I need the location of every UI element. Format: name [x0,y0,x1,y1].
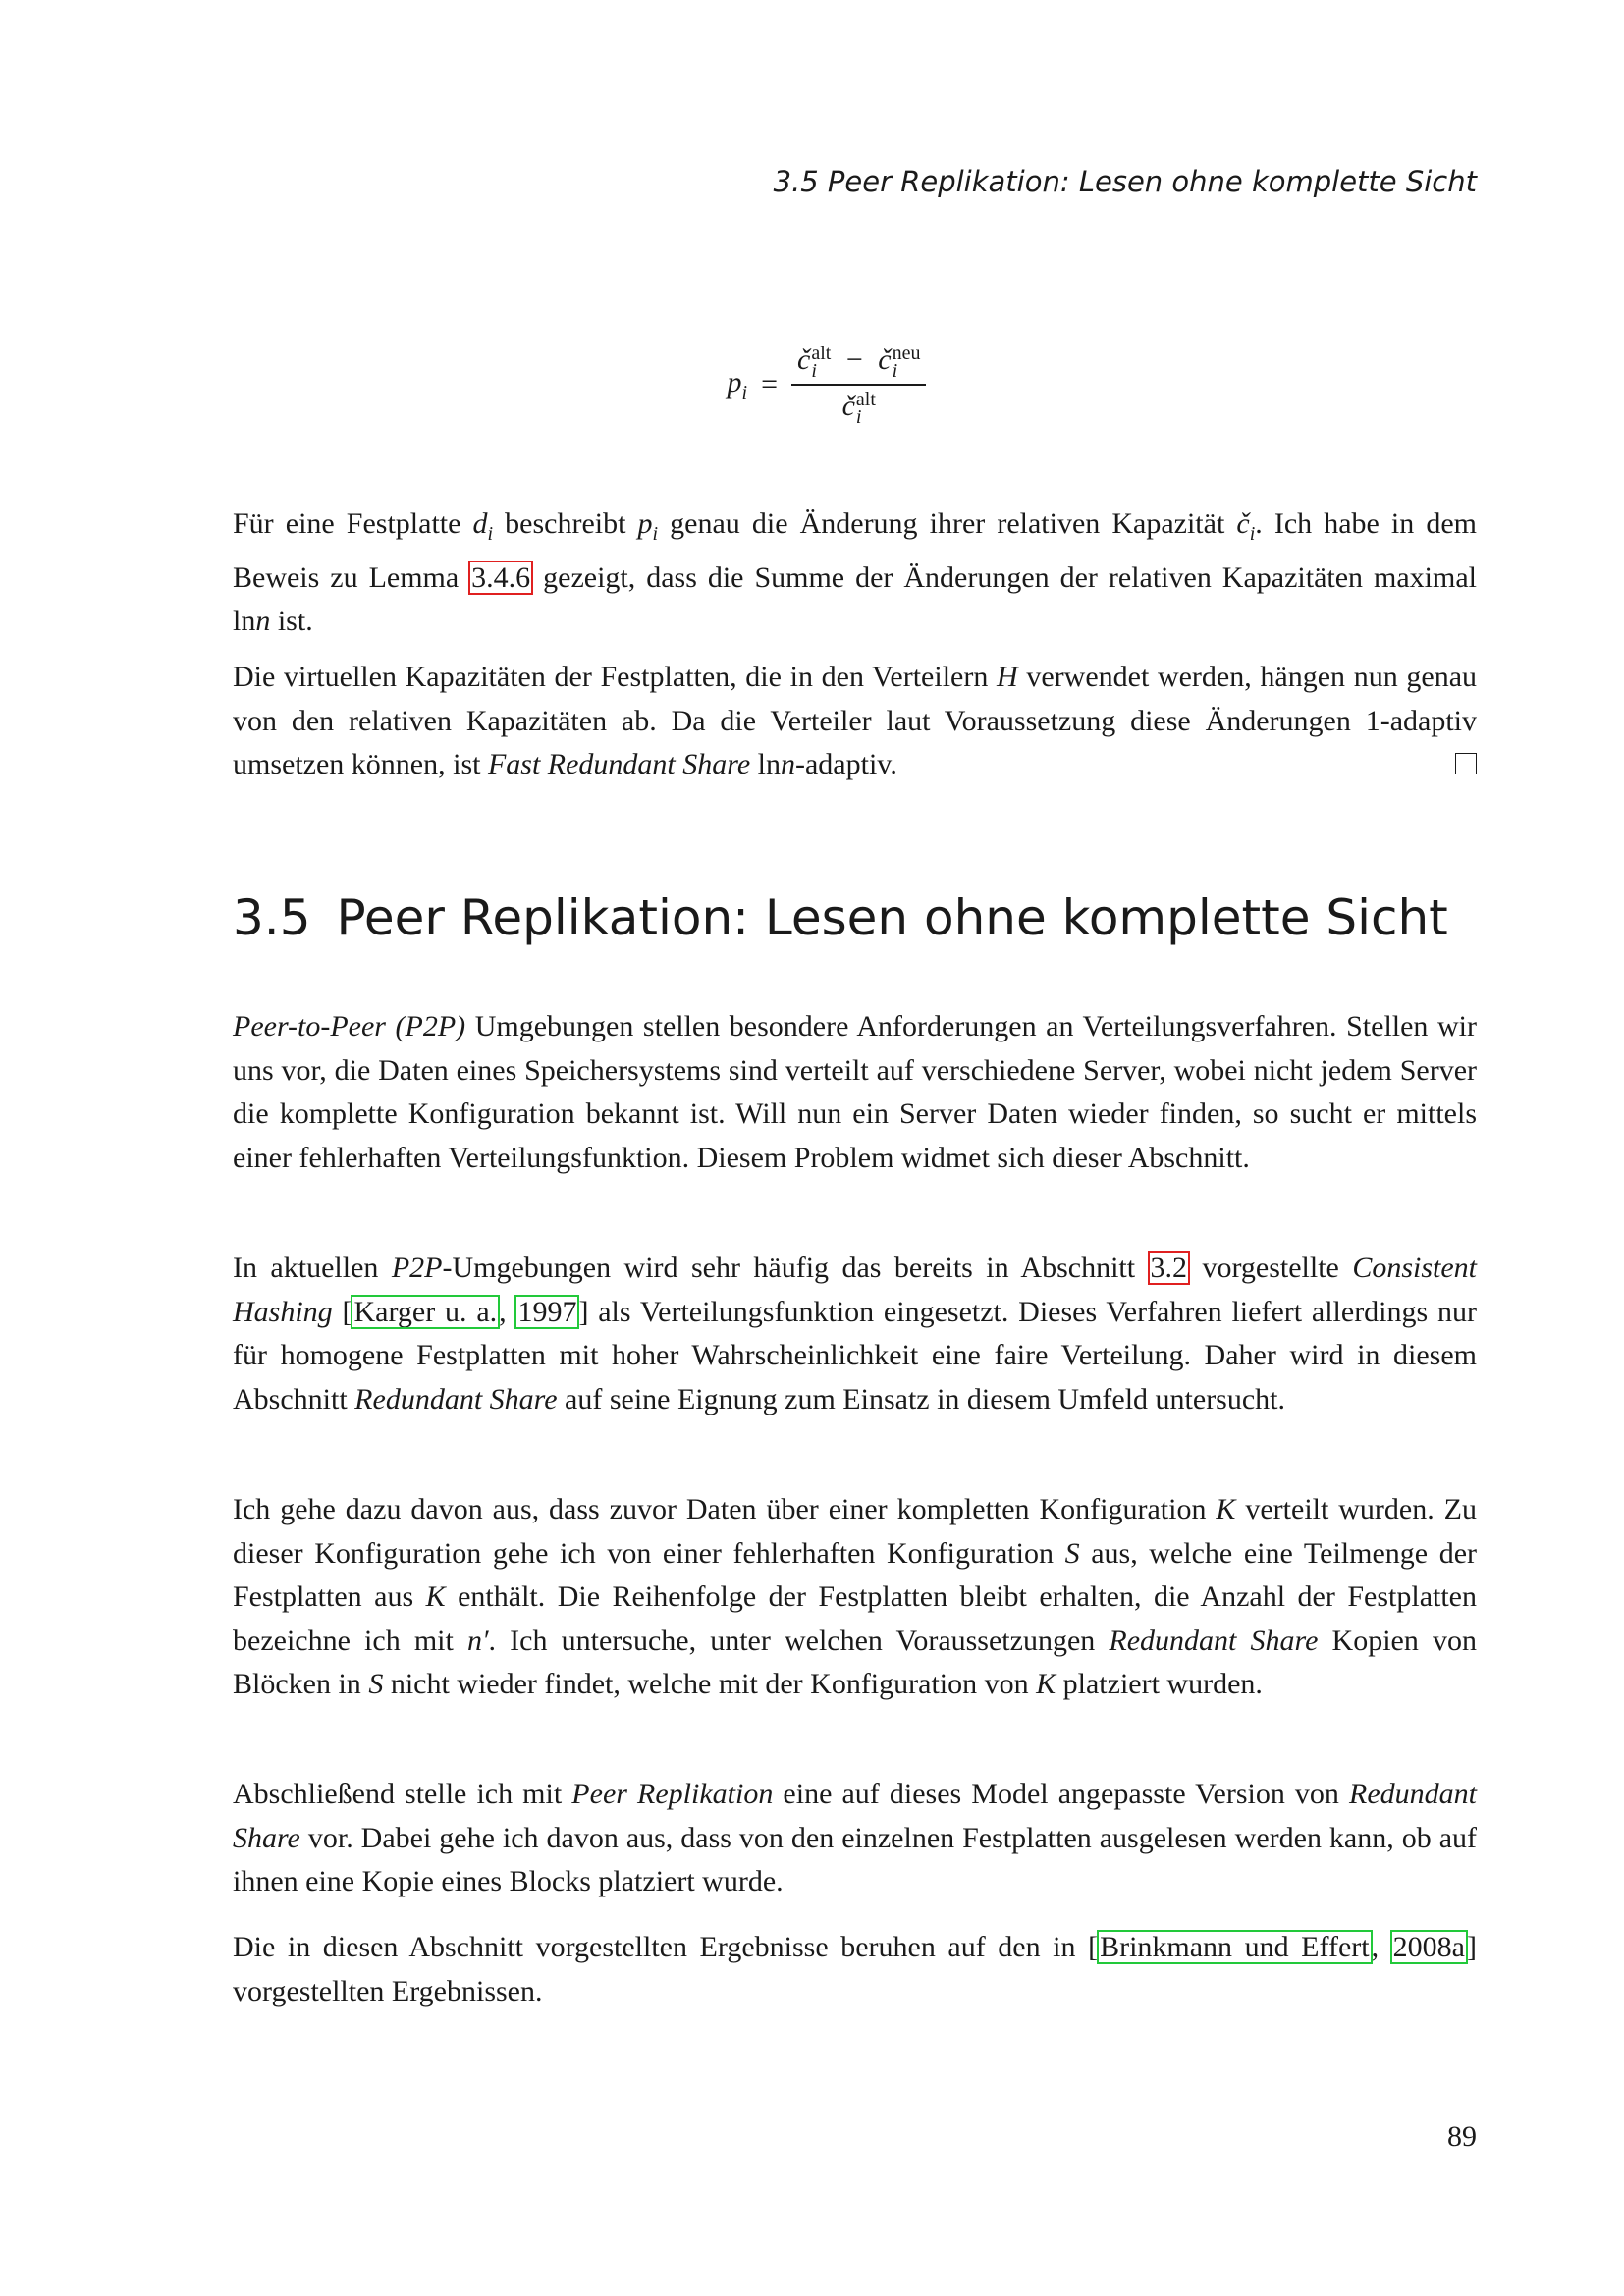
paragraph-1: Für eine Festplatte $d_i$ beschreibt $p_i$ genau die Änderung ihrer relativen Kapazität $č_i$. Ich habe in dem Beweis zu Lemma 3.4.6 gezeigt, dass die Summe der Änderungen der relativen Kapazitäten maximal lnn ist. [233,507,1477,637]
formula-fraction [791,343,926,429]
paragraph-5: Ich gehe dazu davon aus, dass zuvor Daten über einer kompletten Konfiguration K verteilt wurden. Zu dieser Konfiguration gehe ich von einer fehlerhaften Konfiguration S aus, welche eine Teilmenge der Festplatten aus K enthält. Die Reihenfolge der Festplatten bleibt erhalten, die Anzahl der Festplatten bezeichne ich mit n′. Ich untersuche, unter welchen Voraussetzungen Redundant Share Kopien von Blöcken in S nicht wieder findet, welche mit der Konfiguration von K platziert wurden. [233,1493,1477,1700]
formula-equals: = [761,368,778,401]
qed-symbol [1455,753,1477,774]
citation-author-link[interactable]: Karger u. a. [353,1295,498,1328]
lemma-reference-link[interactable]: 3.4.6 [471,561,531,594]
paragraph-4: In aktuellen P2P-Umgebungen wird sehr häufig das bereits in Abschnitt 3.2 vorgestellte Consistent Hashing [Karger u. a., 1997] als Verteilungsfunktion eingesetzt. Dieses Verfahren liefert allerdings nur für homogene Festplatten mit hoher Wahrscheinlichkeit eine faire Verteilung. Daher wird in diesem Abschnitt Redundant Share auf seine Eignung zum Einsatz in diesem Umfeld untersucht. [233,1252,1477,1415]
citation-year-link[interactable]: 2008a [1392,1931,1465,1963]
formula-denominator: č alt i [841,389,876,429]
formula-numerator: č alt i − č neu i [791,344,926,386]
section-heading: 3.5 Peer Replikation: Lesen ohne komplette Sicht [233,889,1448,946]
formula-lhs: $p_i$ [727,365,748,403]
citation-author-link[interactable]: Brinkmann und Effert [1100,1931,1370,1963]
citation-year-link[interactable]: 1997 [517,1295,577,1328]
paragraph-2: Die virtuellen Kapazitäten der Festplatten, die in den Verteilern H verwendet werden, hängen nun genau von den relativen Kapazitäten ab. Da die Verteiler laut Voraussetzung diese Änderungen 1-adaptiv umsetzen können, ist Fast Redundant Share lnn-adaptiv. [233,661,1478,780]
running-head: 3.5 Peer Replikation: Lesen ohne komplette Sicht [773,165,1477,198]
paragraph-7: Die in diesen Abschnitt vorgestellten Ergebnisse beruhen auf den in [Brinkmann und Effert, 2008a] vorgestellten Ergebnissen. [233,1931,1477,2007]
paragraph-3: Peer-to-Peer (P2P) Umgebungen stellen besondere Anforderungen an Verteilungsverfahren. Stellen wir uns vor, die Daten eines Speichersystems sind verteilt auf verschiedene Server, wobei nicht jedem Server die komplette Konfiguration bekannt ist. Will nun ein Server Daten wieder finden, so sucht er mittels einer fehlerhaften Verteilungsfunktion. Diesem Problem widmet sich dieser Abschnitt. [233,1010,1477,1174]
section-reference-link[interactable]: 3.2 [1150,1252,1188,1284]
display-formula [0,343,1624,429]
page-number: 89 [1447,2120,1477,2153]
paragraph-6: Abschließend stelle ich mit Peer Replikation eine auf dieses Model angepasste Version von Redundant Share vor. Dabei gehe ich davon aus, dass von den einzelnen Festplatten ausgelesen werden kann, ob auf ihnen eine Kopie eines Blocks platziert wurde. [233,1778,1478,1897]
